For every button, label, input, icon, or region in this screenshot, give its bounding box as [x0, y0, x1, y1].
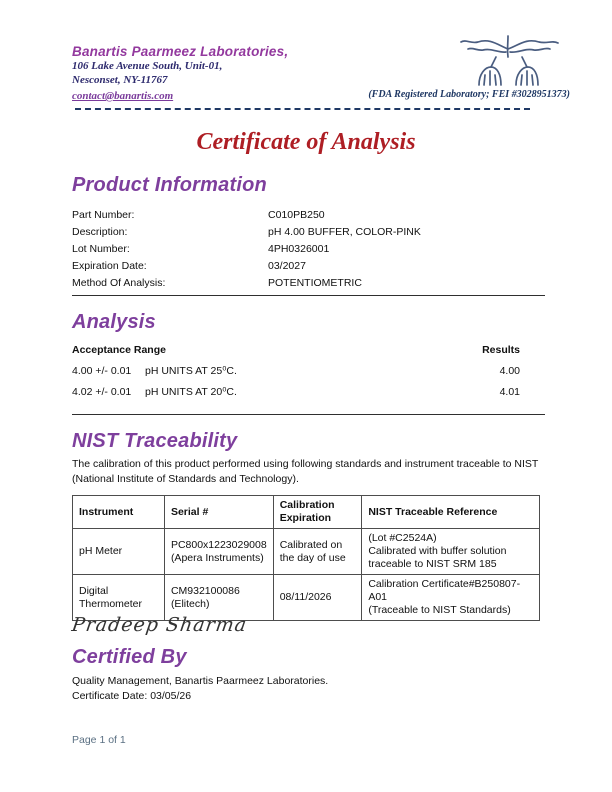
- reference-cell: (Lot #C2524A) Calibrated with buffer solution traceable to NIST SRM 185: [362, 529, 540, 575]
- product-information-heading: Product Information: [72, 174, 267, 196]
- instrument-cell: Digital Thermometer: [73, 575, 165, 621]
- field-value: 4PH0326001: [268, 242, 330, 255]
- product-information-section: [72, 174, 545, 292]
- certified-by-section: [72, 646, 328, 703]
- nist-description: The calibration of this product performed using following standards and instrument traceable to NIST (National Institute of Standards and Technology).: [72, 458, 539, 485]
- field-row-part-number: [72, 206, 545, 223]
- expiration-cell: 08/11/2026: [273, 575, 362, 621]
- nist-instrument-table: [72, 495, 540, 621]
- field-label: Lot Number:: [72, 242, 130, 255]
- acceptance-range-header: Acceptance Range: [72, 344, 166, 356]
- expiration-cell: Calibrated on the day of use: [273, 529, 362, 575]
- field-label: Expiration Date:: [72, 260, 147, 273]
- signature-text: Pradeep Sharma: [70, 614, 249, 636]
- analysis-parameter: pH UNITS AT 20⁰C.: [145, 386, 237, 398]
- field-value: 03/2027: [268, 260, 306, 273]
- calibration-expiration-column-header: Calibration Expiration: [273, 496, 362, 529]
- product-fields: [72, 206, 545, 292]
- instrument-cell: pH Meter: [73, 529, 165, 575]
- acceptance-range-value: 4.00 +/- 0.01: [72, 365, 132, 377]
- table-header-row: [73, 496, 540, 529]
- analysis-column-headers: [72, 344, 520, 356]
- page-number: Page 1 of 1: [72, 734, 126, 746]
- field-row-description: [72, 223, 545, 240]
- analysis-result: 4.01: [499, 386, 520, 398]
- serial-cell: CM932100086 (Elitech): [164, 575, 273, 621]
- company-address-line2: Nesconset, NY-11767: [72, 73, 168, 86]
- serial-cell: PC800x1223029008 (Apera Instruments): [164, 529, 273, 575]
- field-value: pH 4.00 BUFFER, COLOR-PINK: [268, 225, 421, 238]
- tree-logo-icon: [448, 31, 568, 89]
- certified-by-heading: Certified By: [72, 646, 187, 668]
- analysis-heading: Analysis: [72, 311, 156, 333]
- analysis-row-20c: [72, 386, 520, 398]
- nist-traceability-section: [72, 430, 572, 621]
- results-header: Results: [482, 344, 520, 356]
- field-label: Part Number:: [72, 208, 135, 221]
- field-row-lot-number: [72, 240, 545, 257]
- field-label: Method Of Analysis:: [72, 277, 166, 290]
- analysis-parameter: pH UNITS AT 25⁰C.: [145, 365, 237, 377]
- acceptance-range-value: 4.02 +/- 0.01: [72, 386, 132, 398]
- certificate-date-line: Certificate Date: 03/05/26: [72, 689, 192, 702]
- company-email-link[interactable]: contact@banartis.com: [72, 90, 174, 102]
- field-value: POTENTIOMETRIC: [268, 277, 362, 290]
- section-divider: [72, 295, 545, 296]
- field-value: C010PB250: [268, 208, 325, 221]
- nist-traceability-heading: NIST Traceability: [72, 430, 238, 452]
- company-header: [72, 44, 288, 104]
- analysis-result: 4.00: [499, 365, 520, 377]
- analysis-row-25c: [72, 365, 520, 377]
- nist-reference-column-header: NIST Traceable Reference: [362, 496, 540, 529]
- analysis-section: [72, 311, 520, 398]
- field-row-method-of-analysis: [72, 275, 545, 292]
- company-name: Banartis Paarmeez Laboratories,: [72, 44, 289, 59]
- fda-registration-note: (FDA Registered Laboratory; FEI #3028951373): [368, 89, 570, 100]
- reference-cell: Calibration Certificate#B250807-A01 (Traceable to NIST Standards): [362, 575, 540, 621]
- certifier-role-line: Quality Management, Banartis Paarmeez Laboratories.: [72, 675, 329, 687]
- field-row-expiration-date: [72, 258, 545, 275]
- serial-column-header: Serial #: [164, 496, 273, 529]
- table-row: [73, 529, 540, 575]
- section-divider: [72, 414, 545, 415]
- document-title: Certificate of Analysis: [196, 129, 416, 155]
- company-address-line1: 106 Lake Avenue South, Unit-01,: [72, 60, 223, 72]
- instrument-column-header: Instrument: [73, 496, 165, 529]
- field-label: Description:: [72, 225, 128, 238]
- header-dashed-rule: [75, 108, 530, 110]
